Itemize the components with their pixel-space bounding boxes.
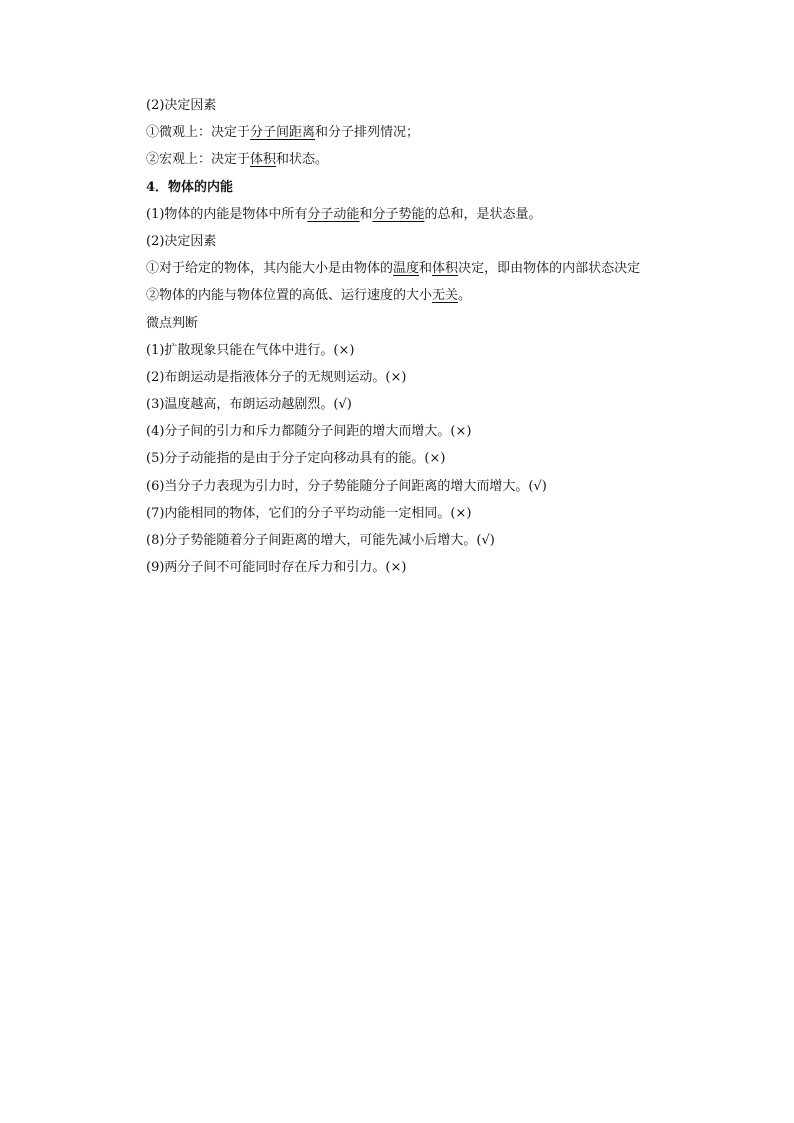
judgement-item: (8)分子势能随着分子间距离的增大，可能先减小后增大。(√) [146,533,495,548]
judgement-item: (2)布朗运动是指液体分子的无规则运动。(×) [146,369,407,385]
micro-factor-underlined-term: 分子间距离 [250,125,316,141]
document-body [146,92,706,581]
judgement-item: (3)温度越高，布朗运动越剧烈。(√) [146,397,352,413]
macro-factor-line [146,146,706,173]
factor2-term-unrelated: 无关 [432,288,459,304]
micro-factor-line [146,119,706,146]
judgement-item: (4)分子间的引力和斥力都随分子间距的增大而增大。(×) [146,424,472,440]
internal-energy-factors-heading: (2)决定因素 [146,233,217,249]
factor1-term-temperature: 温度 [393,261,420,277]
factor1-term-volume: 体积 [432,261,459,277]
judgement-item: (6)当分子力表现为引力时，分子势能随分子间距离的增大而增大。(√) [146,478,547,494]
micro-factor-suffix: 和分子排列情况； [315,125,420,141]
judgement-heading: 微点判断 [146,315,199,331]
internal-energy-factor-2 [146,282,706,309]
definition-suffix: 的总和，是状态量。 [424,206,542,222]
macro-factor-underlined-term: 体积 [250,152,277,168]
macro-factor-prefix: ②宏观上：决定于 [146,152,251,168]
judgement-item: (7)内能相同的物体，它们的分子平均动能一定相同。(×) [146,505,472,521]
factor1-suffix: 决定，即由物体的内部状态决定 [458,261,641,277]
judgement-item: (5)分子动能指的是由于分子定向移动具有的能。(×) [146,451,446,467]
factor1-prefix: ①对于给定的物体，其内能大小是由物体的 [146,261,394,277]
decide-factors-heading: (2)决定因素 [146,98,217,113]
internal-energy-factor-1 [146,255,706,282]
definition-connector: 和 [359,206,373,222]
micro-factor-prefix: ①微观上：决定于 [146,125,251,141]
judgement-item: (1)扩散现象只能在气体中进行。(×) [146,342,355,358]
factor2-prefix: ②物体的内能与物体位置的高低、运行速度的大小 [146,288,433,304]
judgement-item: (9)两分子间不可能同时存在斥力和引力。(×) [146,560,407,576]
macro-factor-suffix: 和状态。 [276,152,329,168]
definition-term-kinetic: 分子动能 [307,206,360,222]
section4-title: 4．物体的内能 [146,179,234,195]
definition-term-potential: 分子势能 [372,206,425,222]
definition-prefix: (1)物体的内能是物体中所有 [146,206,308,222]
internal-energy-definition [146,201,706,228]
factor1-connector: 和 [419,261,433,277]
factor2-suffix: 。 [458,288,472,304]
